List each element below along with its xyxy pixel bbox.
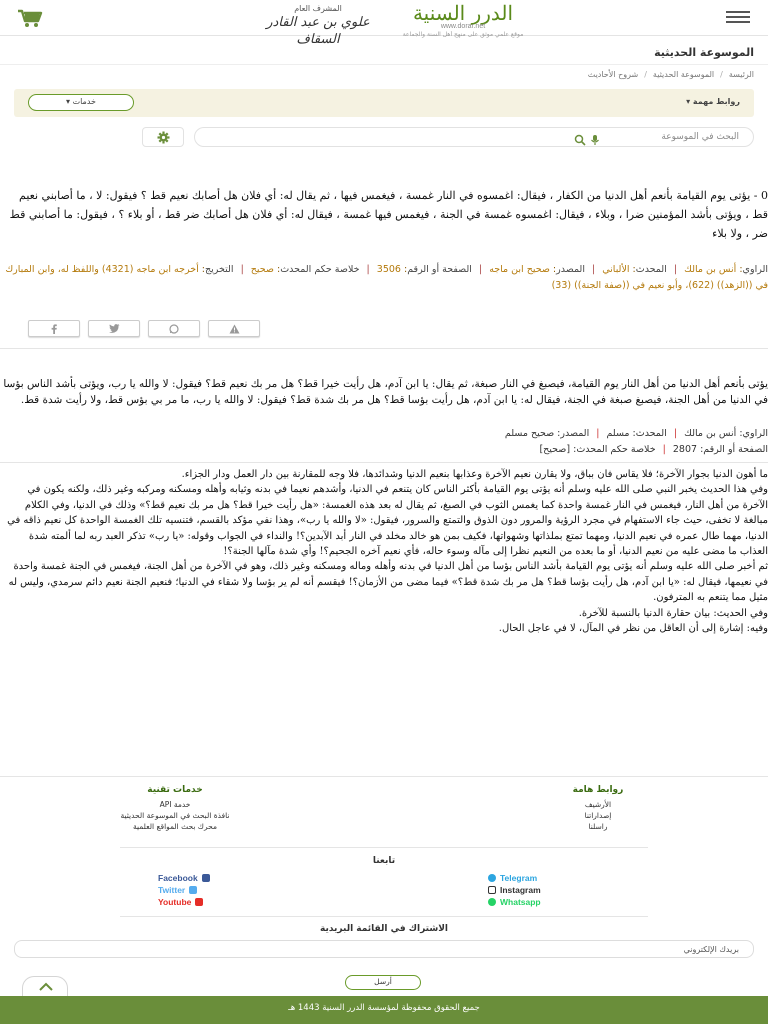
- footer-divider: [120, 916, 648, 917]
- footer-tech-services: [75, 785, 275, 832]
- footer-tech-services-title: خدمات تقنية: [147, 785, 203, 795]
- page-value: 3506: [376, 264, 401, 275]
- ruling-value: صحيح: [250, 264, 274, 275]
- hadith-explanation: [0, 467, 768, 636]
- narrator-label: الراوي: [742, 428, 768, 439]
- title-divider: [0, 64, 768, 65]
- hadith-text-2: يؤتى بأنعم أهل الدنيا من أهل النار يوم القيامة، فيصبغ في النار صبغة، ثم يقال: يا ابن آدم، هل رأيت خيرا قط؟ هل مر بك نعيم قط؟ فيقول: لا والله يا رب، ويؤتى بأشد الناس بؤسا في الدنيا من أهل الجنة، فيصبغ صبغة في الجنة، فيقال له: يا ابن آدم، هل رأيت بؤسا قط؟ هل مر بك شدة قط؟ فيقول: لا والله يا رب، ما مر بي بؤس قط، ولا رأيت شدة قط.: [3, 378, 768, 406]
- breadcrumb-encyclopedia[interactable]: الموسوعة الحديثية: [652, 70, 715, 79]
- source-label: المصدر: [560, 428, 590, 439]
- breadcrumb-separator: /: [720, 70, 723, 79]
- facebook-icon: [51, 324, 57, 334]
- copyright-text: جميع الحقوق محفوظة لمؤسسة الدرر السنية 1443 هـ: [288, 1003, 480, 1013]
- telegram-link[interactable]: [488, 872, 608, 884]
- footer-link-search-engine[interactable]: محرك بحث المواقع العلمية: [133, 822, 217, 831]
- whatsapp-icon: [488, 898, 496, 906]
- takhrij-value: أخرجه ابن ماجه (4321) واللفظ له، وابن المبارك في ((الزهد)) (622)، وأبو نعيم في ((صفة الجنة)) (33): [5, 264, 768, 291]
- hamburger-menu-icon[interactable]: [726, 11, 750, 25]
- search-settings-button[interactable]: [142, 127, 184, 147]
- supervisor-name: علوي بن عبد القادر السقاف: [266, 15, 370, 47]
- separator: |: [662, 444, 666, 455]
- footer-link-search-widget[interactable]: نافذة البحث في الموسوعة الحديثية: [120, 811, 230, 820]
- muhaddith-value[interactable]: مسلم: [606, 428, 630, 439]
- separator: |: [478, 264, 483, 275]
- breadcrumb-home[interactable]: الرئيسة: [728, 70, 754, 79]
- breadcrumb-current: شروح الأحاديث: [587, 70, 639, 79]
- muhaddith-value[interactable]: الألباني: [602, 264, 630, 275]
- narrator-label: الراوي: [742, 264, 768, 275]
- whatsapp-share-button[interactable]: [148, 320, 200, 337]
- top-header: [0, 0, 768, 47]
- whatsapp-label: Whatsapp: [500, 897, 541, 907]
- warning-icon: [229, 324, 240, 334]
- section-divider: [0, 462, 768, 463]
- explanation-paragraph: ما أهون الدنيا بجوار الآخرة؛ فلا يقاس فان بباق، ولا يقارن نعيم الآخرة وعذابها بنعيم الدنيا وشدائدها، فلا وجه للمقارنة بين دار العمل ودار الجزاء.: [181, 469, 768, 480]
- footer-link-publications[interactable]: إصداراتنا: [584, 811, 612, 820]
- hadith2-meta-row2: الصفحة أو الرقم: 2807 | خلاصة حكم المحدث: [صحيح]: [539, 444, 768, 455]
- instagram-link[interactable]: [488, 884, 608, 896]
- twitter-icon: [109, 324, 120, 333]
- takhrij-label: التخريج: [204, 264, 234, 275]
- hadith2-meta-row1: الراوي: أنس بن مالك | المحدث: مسلم | المصدر: صحيح مسلم: [504, 428, 768, 439]
- breadcrumb: [588, 70, 754, 79]
- instagram-icon: [488, 886, 496, 894]
- gear-icon: [157, 131, 170, 144]
- cart-icon[interactable]: [16, 8, 44, 28]
- send-button[interactable]: أرسل: [345, 975, 421, 990]
- ruling-value: [صحيح]: [539, 444, 571, 455]
- footer-important-links: [548, 785, 648, 832]
- muhaddith-label: المحدث: [635, 428, 667, 439]
- hadith1-meta-row1: الراوي: أنس بن مالك | المحدث: الألباني | المصدر: صحيح ابن ماجه | الصفحة أو الرقم: 3506 | خلاصة حكم المحدث: صحيح | التخريج: أخرجه ابن ماجه (4321) واللفظ له، وابن المبارك في ((الزهد)) (622)، وأبو نعيم في ((صفة الجنة)) (33): [5, 264, 768, 291]
- separator: |: [673, 428, 678, 439]
- source-label: المصدر: [556, 264, 585, 275]
- explanation-paragraph: وفي هذا الحديث يخبر النبي صلى الله عليه وسلم أنه يؤتى يوم القيامة بأكثر الناس كان يتنعم في الدنيا، وأشدهم نعيما في بدنه وثيابه وأهله ومسكنه ومركبه وغير ذلك، ولكنه يكون في الآخرة من أهل النار، فيغمس في النار غمسة واحدة كما يغمس الثوب في الصبغ، ثم يقال له بعد هذه الغمسة: «هل رأيت خيرا قط؟ هل مر بك نعيم قط؟» وذلك في الدنيا، وفي الكلام مبالغة لا تخفى، حيث جاء الاستفهام في مجرد الرؤية والمرور دون الذوق والتمتع والسرور، فيقول: «لا والله يا رب»، وهذا نفي مؤكد بالقسم، فتنسيه تلك الغمسة الواحدة كل نعيم ذاقه في الدنيا، مهما طال عمره في نعيم الدنيا، ومهما تمتع بملذاتها وشهواتها، فكيف بمن هو خالد مخلد في النار أبد الآبدين؟! والنداء في الجواب وقوله: «يا رب» تذكر العبد ربه لما ألمته شدة العذاب ما مضى عليه من نعيم الدنيا، أو ما بعده من النعيم نظرا إلى مآله وسوء حاله، فأي نعيم آخره الجحيم؟! وأي شدة مآلها الجنة؟!: [7, 484, 768, 558]
- services-dropdown-button[interactable]: [28, 94, 134, 111]
- newsletter-title: الاشتراك في القائمة البريدية: [320, 924, 448, 934]
- chevron-up-icon: [39, 982, 53, 991]
- facebook-label: Facebook: [158, 873, 198, 883]
- whatsapp-icon: [169, 324, 179, 334]
- logo-tagline: موقع علمي موثق على منهج أهل السنة والجماعة: [402, 31, 524, 38]
- ruling-label: خلاصة حكم المحدث: [576, 444, 656, 455]
- narrator-value[interactable]: أنس بن مالك: [684, 428, 737, 439]
- page-value: 2807: [672, 444, 698, 455]
- services-label: خدمات: [72, 97, 96, 106]
- telegram-label: Telegram: [500, 873, 538, 883]
- facebook-icon: [202, 874, 210, 882]
- explanation-paragraph: وفي الحديث: بيان حقارة الدنيا بالنسبة للآخرة.: [578, 607, 768, 619]
- social-links-right: [488, 872, 608, 908]
- footer-link-api[interactable]: خدمة API: [159, 800, 191, 809]
- telegram-icon: [488, 874, 496, 882]
- footer-divider: [0, 776, 768, 777]
- supervisor-label: المشرف العام: [294, 4, 342, 13]
- breadcrumb-separator: /: [644, 70, 647, 79]
- supervisor-block: [248, 4, 388, 48]
- separator: |: [592, 264, 596, 275]
- separator: |: [366, 264, 370, 275]
- muhaddith-label: المحدث: [635, 264, 667, 275]
- hadith2-meta: [0, 426, 768, 458]
- search-icon[interactable]: [574, 131, 586, 143]
- youtube-icon: [195, 898, 203, 906]
- twitter-share-button[interactable]: [88, 320, 140, 337]
- twitter-label: Twitter: [158, 885, 186, 895]
- youtube-link[interactable]: [158, 896, 278, 908]
- facebook-link[interactable]: [158, 872, 278, 884]
- ruling-label: خلاصة حكم المحدث: [280, 264, 360, 275]
- important-links-label: روابط مهمة: [692, 97, 740, 106]
- source-value[interactable]: صحيح ابن ماجه: [489, 264, 550, 275]
- share-buttons: [28, 320, 260, 337]
- logo-name: الدرر السنية: [412, 1, 514, 25]
- email-field[interactable]: [14, 940, 754, 958]
- instagram-label: Instagram: [500, 885, 541, 895]
- section-divider: [0, 348, 768, 349]
- narrator-value[interactable]: أنس بن مالك: [684, 264, 737, 275]
- follow-us-title: تابعنا: [372, 856, 396, 866]
- whatsapp-link[interactable]: [488, 896, 608, 908]
- explanation-paragraph: وفيه: إشارة إلى أن العاقل من نظر في المآل، لا في عاجل الحال.: [498, 623, 768, 635]
- youtube-label: Youtube: [158, 897, 192, 907]
- separator: |: [596, 428, 600, 439]
- page-label: الصفحة أو الرقم: [407, 264, 472, 275]
- logo-url: www.dorar.net: [440, 23, 486, 30]
- twitter-icon: [189, 886, 197, 894]
- links-bar: [14, 89, 754, 117]
- copyright-bar: [0, 996, 768, 1024]
- hadith-text-1: 0 - يؤتى يوم القيامة بأنعم أهل الدنيا من الكفار ، فيقال: اغمسوه في النار غمسة ، فيغمس فيها ، ثم يقال له: أي فلان هل أصابك نعيم قط ؟ فيقول: لا ، ما أصابني نعيم قط ، ويؤتى بأشد المؤمنين ضرا ، وبلاء ، فيقال: اغمسوه غمسة في الجنة ، فيغمس فيها غمسة ، فيقال له: أي فلان هل أصابك ضر قط ، أو بلاء ؟ ، فيقول: ما أصابني قط ضر ، ولا بلاء: [9, 189, 768, 240]
- footer-link-archive[interactable]: الأرشيف: [584, 800, 612, 809]
- page-title: الموسوعة الحديثية: [654, 46, 754, 59]
- separator: |: [673, 264, 678, 275]
- footer-divider: [120, 847, 648, 848]
- microphone-icon[interactable]: [589, 131, 601, 143]
- chevron-down-icon: ▾: [686, 97, 691, 106]
- source-value[interactable]: صحيح مسلم: [504, 428, 555, 439]
- footer-link-contact[interactable]: راسلنا: [588, 822, 608, 831]
- scroll-to-top-button[interactable]: [22, 976, 68, 998]
- report-button[interactable]: [208, 320, 260, 337]
- important-links-dropdown[interactable]: [686, 97, 740, 106]
- page-label: الصفحة أو الرقم: [703, 444, 768, 455]
- chevron-down-icon: ▾: [66, 97, 71, 106]
- footer-important-links-title: روابط هامة: [572, 785, 624, 795]
- search-row: [14, 127, 754, 147]
- facebook-share-button[interactable]: [28, 320, 80, 337]
- social-links-left: [158, 872, 278, 908]
- search-input[interactable]: [194, 127, 754, 147]
- explanation-paragraph: ثم أخبر صلى الله عليه وسلم أنه يؤتى يوم القيامة بأشد الناس بؤسا من أهل الدنيا في بدنه وأهله وماله ومسكنه وغير ذلك، وهو في الآخرة من أهل الجنة، فيغمس في الجنة غمسة واحدة في نعيمها، فيقال له: «يا ابن آدم، هل رأيت بؤسا قط؟ هل مر بك شدة قط؟» فيما مضى من الأزمان؟! فيقسم أنه لم ير بؤسا ولا شقاء في الدنيا؛ فنعيم الجنة نعيم دائم سرمدي، وليس له مثيل مما يتنعم به المترفون.: [8, 561, 768, 604]
- separator: |: [240, 264, 244, 275]
- twitter-link[interactable]: [158, 884, 278, 896]
- site-logo[interactable]: [398, 3, 528, 38]
